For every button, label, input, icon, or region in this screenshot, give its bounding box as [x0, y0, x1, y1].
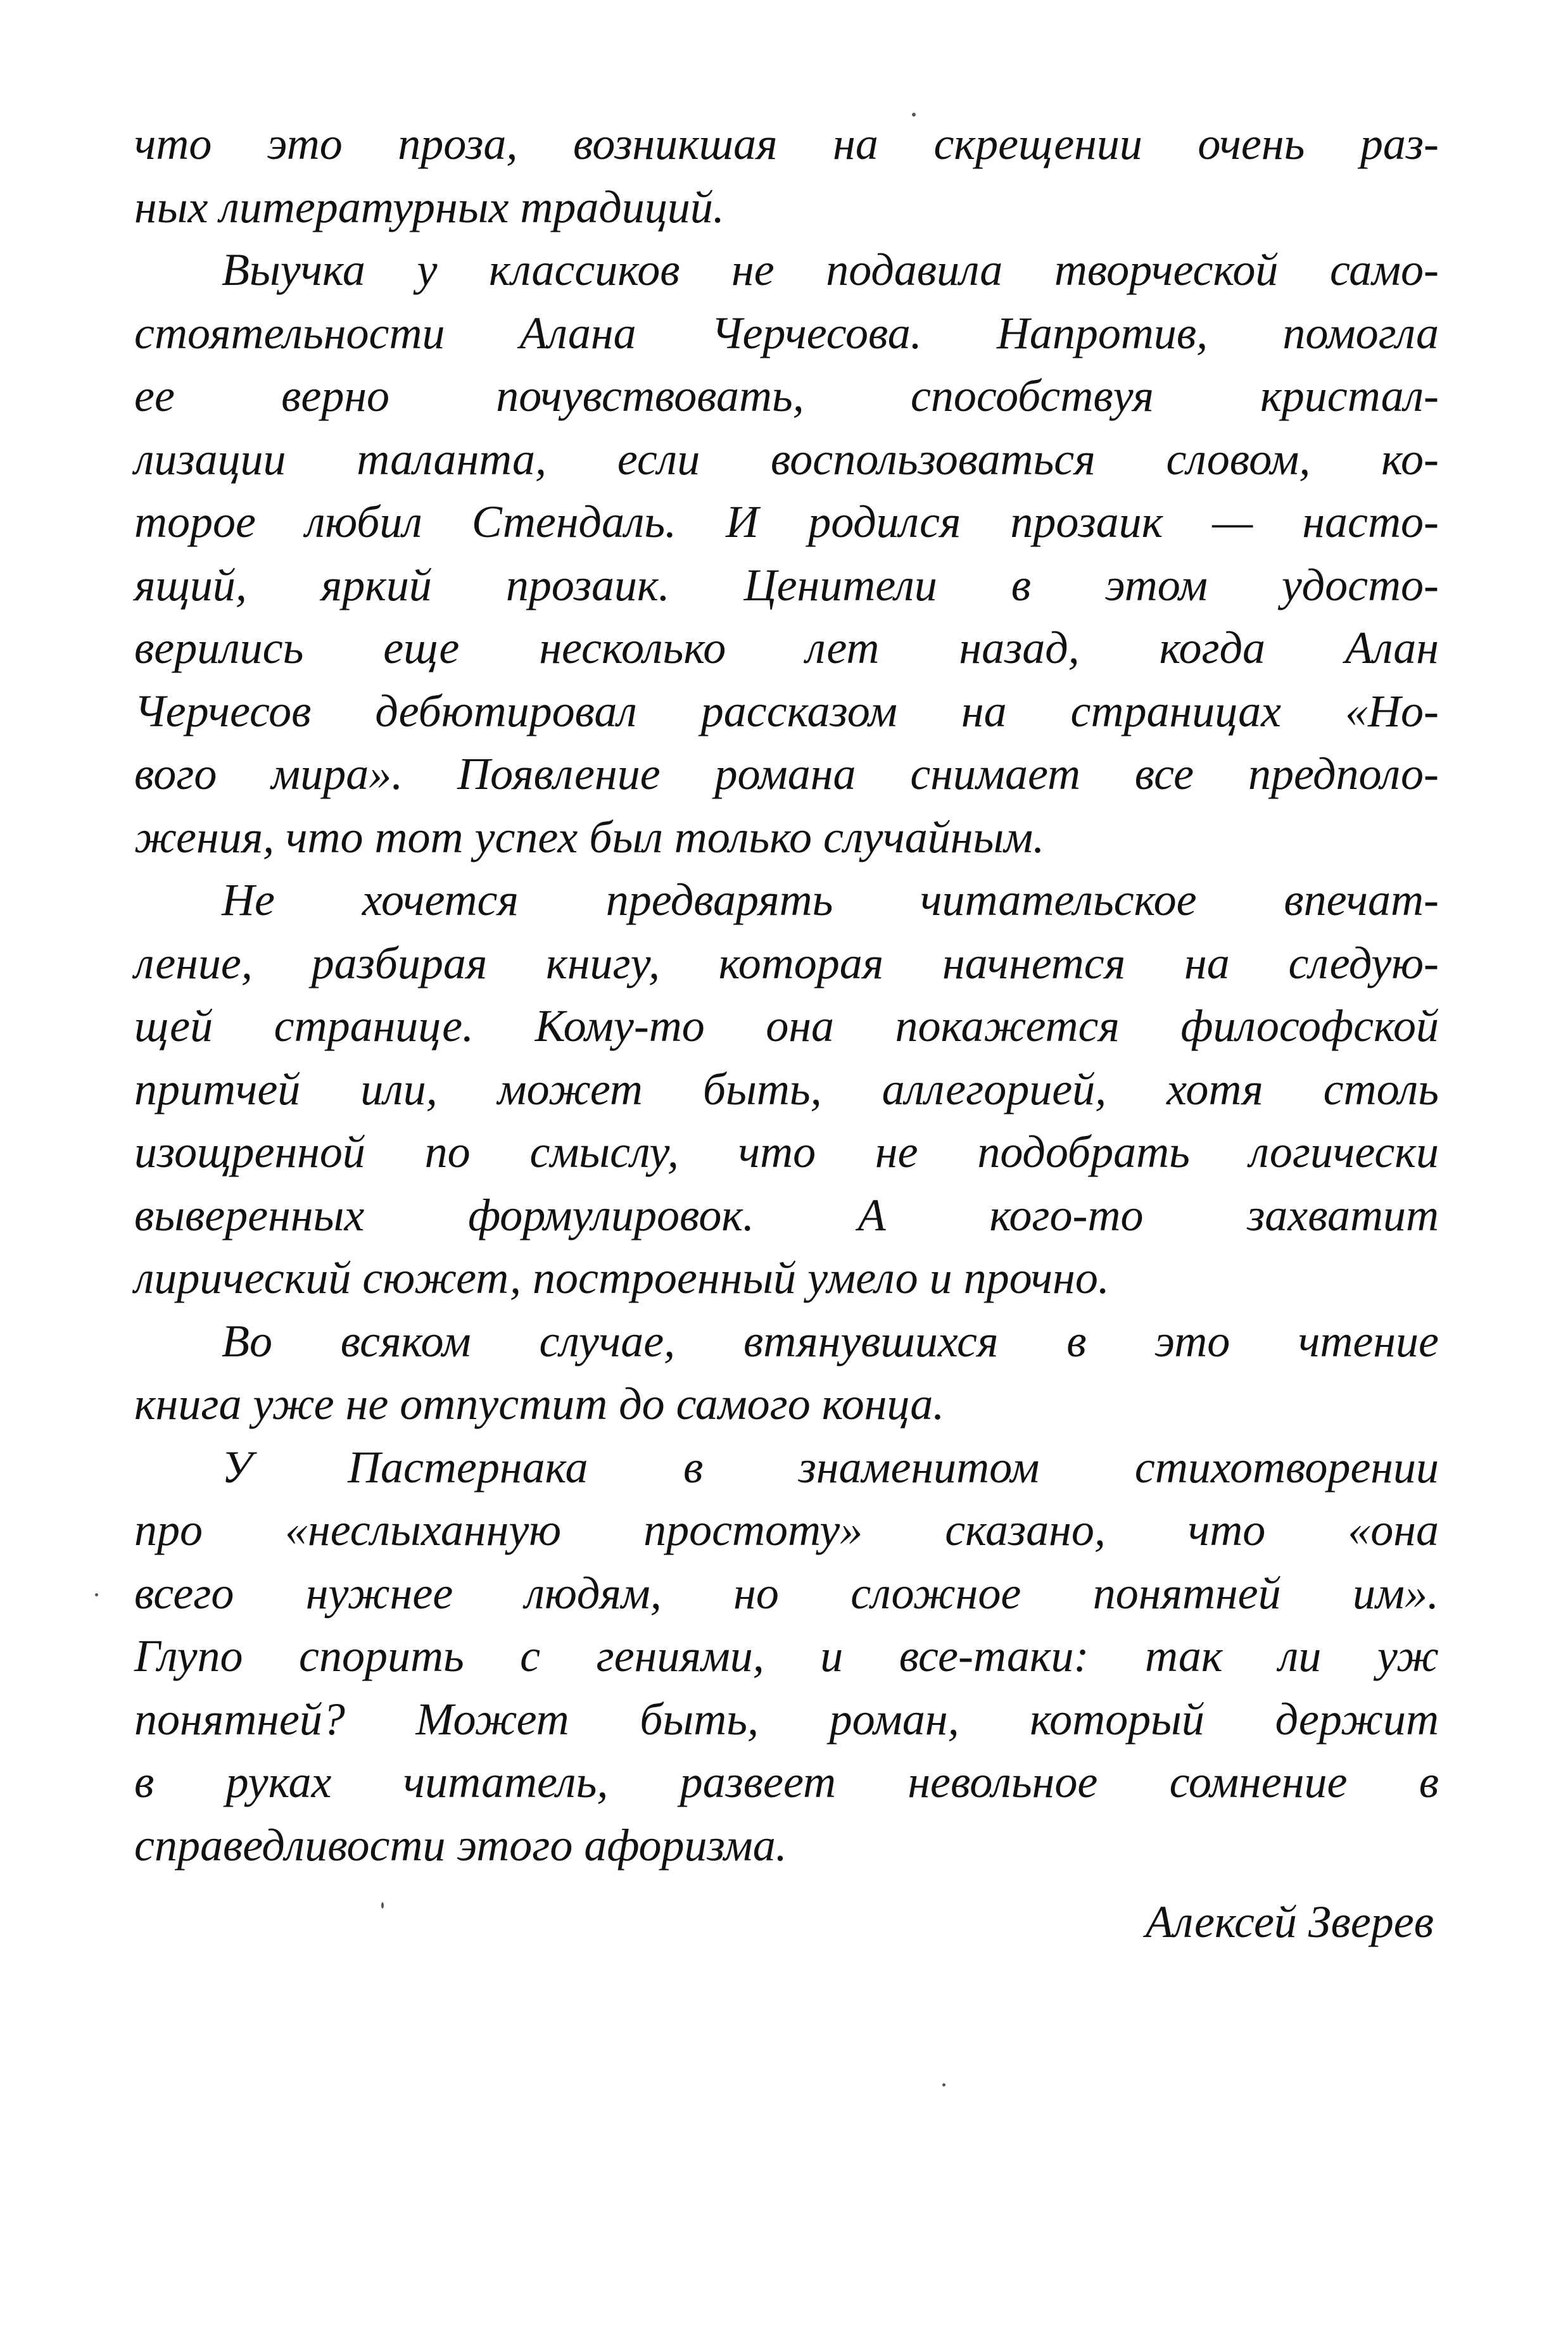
text-line: про «неслыханную простоту» сказано, что «она: [134, 1505, 1439, 1555]
body-text: [134, 113, 1439, 1877]
text-line: ее верно почувствовать, способствуя кристал-: [134, 370, 1439, 421]
text-line: Не хочется предварять читательское впечат-: [222, 874, 1439, 925]
scan-speck: [95, 1593, 98, 1596]
text-line: верились еще несколько лет назад, когда Алан: [134, 622, 1439, 673]
scan-speck: [381, 1902, 384, 1909]
text-line: изощренной по смыслу, что не подобрать логически: [134, 1127, 1439, 1177]
text-line: стоятельности Алана Черчесова. Напротив, помогла: [134, 307, 1439, 358]
text-line: притчей или, может быть, аллегорией, хотя столь: [134, 1063, 1439, 1114]
text-line: ных литературных традиций.: [134, 181, 724, 232]
paragraph: [134, 239, 1439, 869]
text-line: понятней? Может быть, роман, который держит: [134, 1693, 1439, 1745]
text-line: ление, разбирая книгу, которая начнется на следую-: [134, 937, 1439, 988]
text-line: жения, что тот успех был только случайным.: [134, 811, 1045, 862]
text-line: лирический сюжет, построенный умело и прочно.: [134, 1253, 1110, 1303]
text-line: Черчесов дебютировал рассказом на страницах «Но-: [134, 685, 1439, 736]
paragraph: [134, 113, 1439, 239]
text-line: всего нужнее людям, но сложное понятней им».: [134, 1567, 1439, 1619]
text-line: выверенных формулировок. А кого-то захватит: [134, 1189, 1439, 1240]
paragraph: [134, 1310, 1439, 1436]
paragraph: [134, 1436, 1439, 1878]
text-line: ящий, яркий прозаик. Ценители в этом удосто-: [134, 559, 1439, 610]
paragraph: [134, 869, 1439, 1310]
text-line: Выучка у классиков не подавила творческой само-: [222, 244, 1439, 295]
text-line: что это проза, возникшая на скрещении очень раз-: [134, 118, 1439, 169]
text-line: справедливости этого афоризма.: [134, 1819, 787, 1871]
text-line: Во всяком случае, втянувшихся в это чтение: [222, 1315, 1439, 1366]
text-line: торое любил Стендаль. И родился прозаик — насто-: [134, 496, 1439, 547]
text-line: щей странице. Кому-то она покажется философской: [134, 1000, 1439, 1051]
text-line: У Пастернака в знаменитом стихотворении: [222, 1441, 1439, 1493]
text-line: Глупо спорить с гениями, и все-таки: так ли уж: [134, 1631, 1439, 1681]
text-line: лизации таланта, если воспользоваться словом, ко-: [134, 433, 1439, 484]
text-line: в руках читатель, развеет невольное сомнение в: [134, 1757, 1439, 1807]
scan-speck: [942, 2083, 945, 2086]
text-line: книга уже не отпустит до самого конца.: [134, 1379, 945, 1429]
author-signature: Алексей Зверев: [1145, 1897, 1434, 1947]
scan-speck: [912, 113, 916, 117]
text-line: вого мира». Появление романа снимает все предполо-: [134, 748, 1439, 799]
